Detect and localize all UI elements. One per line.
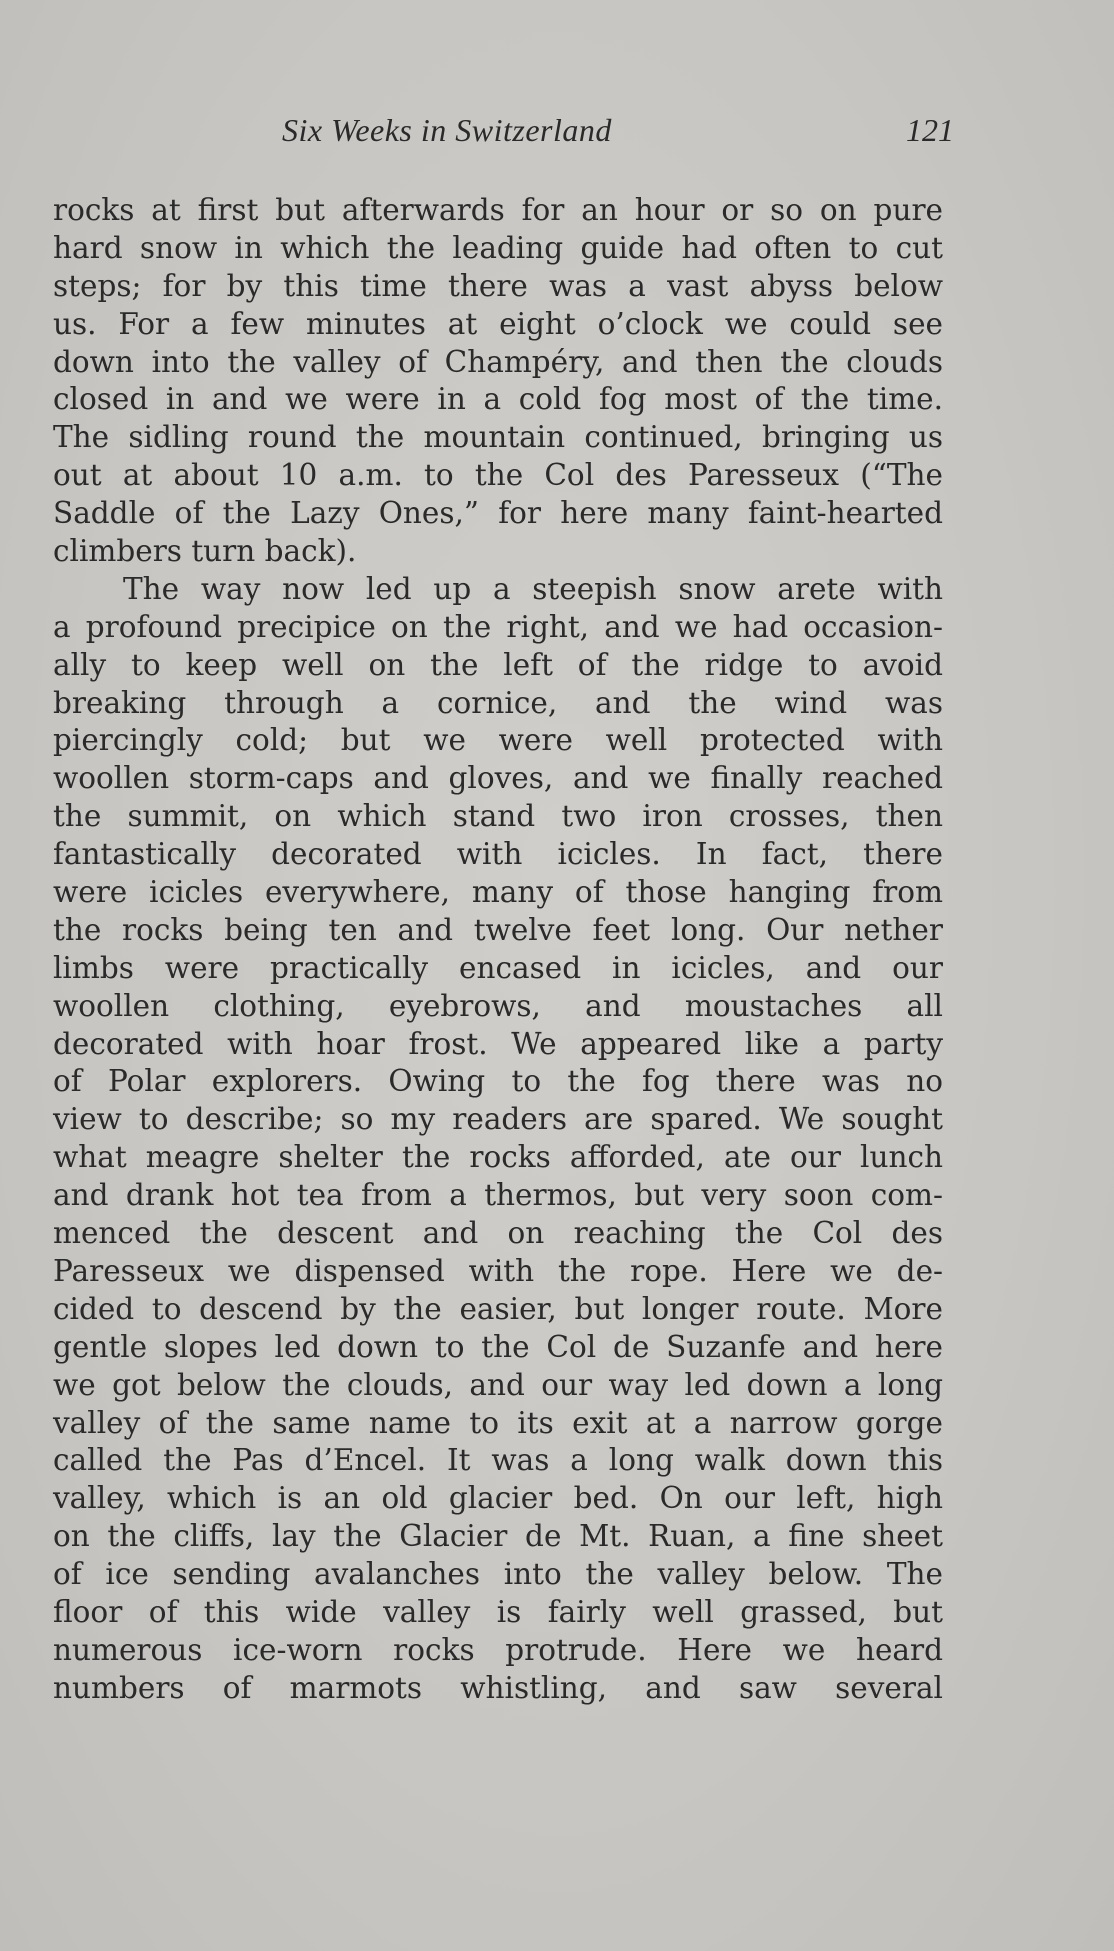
text-line: piercingly cold; but we were well protected with [53,723,943,758]
text-line: and drank hot tea from a thermos, but very soon com- [53,1178,943,1213]
text-line: numerous ice-worn rocks protrude. Here we heard [53,1632,943,1667]
text-line: cided to descend by the easier, but longer route. More [53,1291,943,1326]
text-line: called the Pas d’Encel. It was a long walk down this [53,1443,943,1478]
text-line: fantastically decorated with icicles. In fact, there [53,837,943,872]
text-line: what meagre shelter the rocks afforded, ate our lunch [53,1140,943,1175]
text-line: gentle slopes led down to the Col de Suzanfe and here [53,1329,943,1364]
text-line: climbers turn back). [53,534,357,569]
running-title: Six Weeks in Switzerland [282,112,612,148]
text-line: rocks at first but afterwards for an hour or so on pure [53,193,943,227]
text-line: numbers of marmots whistling, and saw several [53,1670,943,1705]
page-number: 121 [906,112,954,148]
text-line: decorated with hoar frost. We appeared like a party [53,1026,943,1061]
text-line: Paresseux we dispensed with the rope. Here we de- [53,1253,943,1288]
text-line: on the cliffs, lay the Glacier de Mt. Ruan, a fine sheet [53,1519,943,1554]
text-line: the rocks being ten and twelve feet long. Our nether [53,912,943,947]
running-header [52,112,952,162]
text-line: us. For a few minutes at eight o’clock we could see [53,306,943,341]
paragraph-1 [53,192,943,571]
text-line: menced the descent and on reaching the Col des [53,1216,943,1251]
text-line: limbs were practically encased in icicles, and our [53,950,943,985]
text-line: valley of the same name to its exit at a narrow gorge [53,1405,943,1440]
text-line: valley, which is an old glacier bed. On our left, high [53,1481,943,1516]
text-line: woollen storm-caps and gloves, and we finally reached [53,761,943,796]
text-line: The sidling round the mountain continued, bringing us [53,420,943,455]
text-line: hard snow in which the leading guide had often to cut [53,230,943,265]
text-line: of Polar explorers. Owing to the fog there was no [53,1064,943,1099]
text-line: a profound precipice on the right, and we had occasion- [53,609,943,644]
text-line: of ice sending avalanches into the valley below. The [53,1557,943,1592]
text-line: Saddle of the Lazy Ones,” for here many faint-hearted [53,496,943,531]
text-line: woollen clothing, eyebrows, and moustaches all [53,988,943,1023]
text-line: The way now led up a steepish snow arete with [123,571,943,606]
text-line: floor of this wide valley is fairly well grassed, but [53,1594,943,1629]
text-line: the summit, on which stand two iron crosses, then [53,799,943,834]
paragraph-2 [53,571,943,1708]
body-text [53,192,943,1708]
text-line: were icicles everywhere, many of those hanging from [53,875,943,910]
text-line: ally to keep well on the left of the ridge to avoid [53,647,943,682]
text-line: steps; for by this time there was a vast abyss below [53,268,943,303]
text-line: breaking through a cornice, and the wind was [53,685,943,720]
text-line: view to describe; so my readers are spared. We sought [53,1102,943,1137]
text-line: down into the valley of Champéry, and then the clouds [53,344,943,379]
text-line: we got below the clouds, and our way led down a long [53,1367,943,1402]
text-line: closed in and we were in a cold fog most of the time. [53,382,943,417]
text-line: out at about 10 a.m. to the Col des Paresseux (“The [53,458,943,493]
